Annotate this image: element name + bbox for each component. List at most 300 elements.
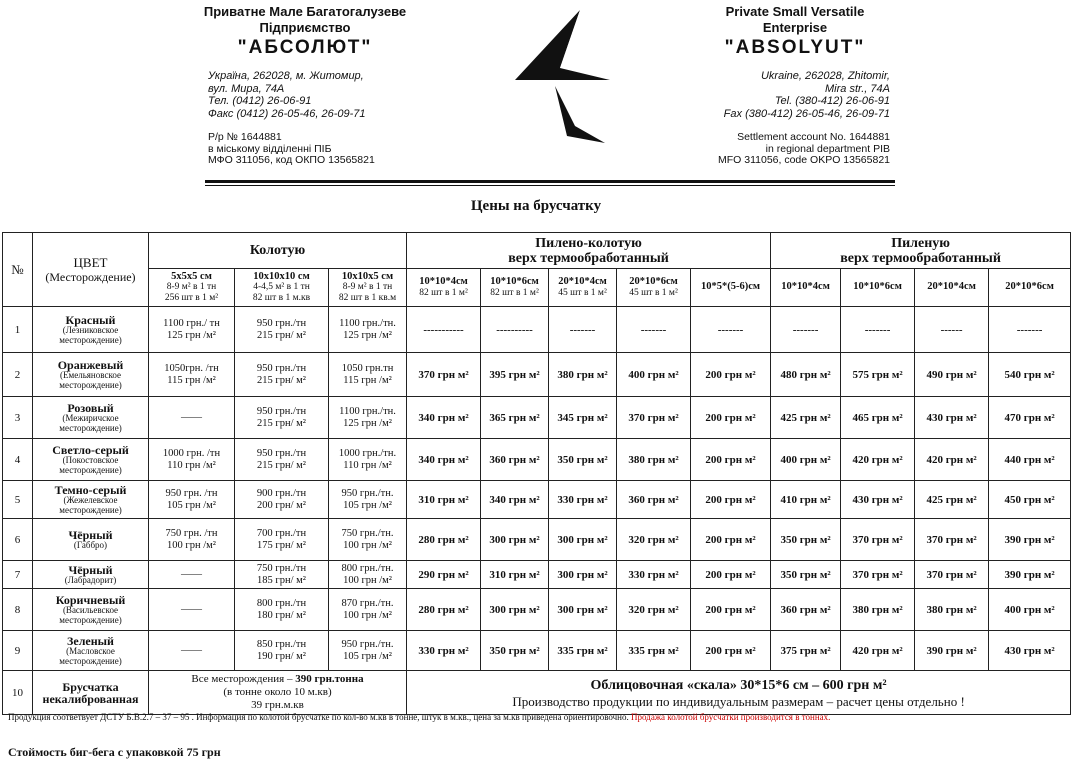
price-per-m2: 215 грн/ м² (257, 329, 306, 341)
sub-pilenu-size: 20*10*4см (927, 281, 976, 293)
price-value: 200 грн м² (705, 644, 756, 657)
pilenu-price-cell (989, 519, 1071, 561)
koloty-price-cell (235, 561, 329, 589)
ua-address-line: Тел. (0412) 26-06-91 (208, 95, 312, 107)
table-row (3, 397, 1071, 439)
pilenu-price-cell (841, 397, 915, 439)
price-per-ton: 1000 грн./тн. (338, 448, 397, 459)
ua-bank-line: Р/р № 1644881 (208, 131, 282, 143)
col-no-label: № (11, 261, 24, 277)
pilenu-price-cell (841, 307, 915, 353)
price-value: 330 грн м² (418, 644, 469, 657)
price-value: 490 грн м² (926, 368, 977, 381)
price-value: 390 грн м² (1004, 533, 1055, 546)
price-per-m2: 185 грн/ м² (257, 574, 306, 586)
price-value: ----------- (423, 323, 464, 336)
price-value: 370 грн м² (852, 568, 903, 581)
sub-pk-size: 20*10*4см (558, 276, 607, 287)
sub-pilenu-size: 20*10*6см (1005, 281, 1054, 293)
pilenu-price-cell (841, 589, 915, 631)
sub-pk-line1: 45 шт в 1 м² (558, 287, 607, 298)
sub-pk-size: 10*5*(5-6)см (701, 281, 761, 293)
price-value: 425 грн м² (926, 493, 977, 506)
price-value: 540 грн м² (1004, 368, 1055, 381)
color-cell (33, 397, 149, 439)
price-value: 200 грн м² (705, 603, 756, 616)
ua-address-line: Факс (0412) 26-05-46, 26-09-71 (208, 107, 366, 120)
koloty-price-cell (149, 519, 235, 561)
price-value: 390 грн м² (1004, 568, 1055, 581)
price-value: 380 грн м² (628, 453, 679, 466)
sub-pk-line1: 82 шт в 1 м² (419, 287, 468, 298)
en-name-line2: Enterprise (762, 20, 828, 35)
price-per-ton: 1100 грн./тн. (339, 406, 396, 417)
price-value: 350 грн м² (780, 568, 831, 581)
row-number-cell (3, 589, 33, 631)
koloty-price-cell (149, 481, 235, 519)
pilenu-price-cell (989, 481, 1071, 519)
custom-size-note: Производство продукции по индивидуальным размерам – расчет цены отдельно ! (512, 693, 965, 709)
price-value: 200 грн м² (705, 411, 756, 424)
pilenu-price-cell (841, 631, 915, 671)
price-per-ton: 1050грн. /тн (164, 363, 219, 374)
koloty-price-cell (329, 397, 407, 439)
price-value: 350 грн м² (557, 453, 608, 466)
price-value: ------- (640, 323, 667, 336)
footnote-red-text: Продажа колотой брусчатки производится в тоннах. (628, 712, 831, 722)
row-number-cell (3, 561, 33, 589)
price-value: 420 грн м² (852, 453, 903, 466)
pileno-koloty-price-cell (691, 353, 771, 397)
pileno-koloty-price-cell (407, 561, 481, 589)
row-number: 10 (12, 686, 23, 699)
koloty-price-cell (235, 307, 329, 353)
price-value: 335 грн м² (628, 644, 679, 657)
price-per-ton: 950 грн./тн (256, 363, 307, 374)
price-per-m2: 100 грн /м² (343, 609, 392, 621)
color-name: Зеленый (67, 634, 114, 648)
pileno-koloty-price-cell (481, 307, 549, 353)
sub-pilenu-header (915, 269, 989, 307)
pileno-koloty-price-cell (549, 519, 617, 561)
group-koloty-label: Колотую (249, 243, 306, 258)
deposit-name: (Покостовское месторождение) (59, 455, 122, 475)
sub-koloty-size: 5х5х5 см (171, 270, 212, 282)
ua-address-line: Україна, 262028, м. Житомир, (208, 70, 364, 82)
color-name: Оранжевый (57, 358, 124, 372)
ua-bank-line: МФО 311056, код ОКПО 13565821 (208, 154, 375, 166)
row-number-cell (3, 439, 33, 481)
group-pilenu-label: Пиленую (891, 235, 950, 251)
price-value: 360 грн м² (489, 453, 540, 466)
price-value: 300 грн м² (557, 533, 608, 546)
sub-pilenu-size: 10*10*4см (781, 281, 830, 293)
price-value: 420 грн м² (852, 644, 903, 657)
price-value: 380 грн м² (557, 368, 608, 381)
koloty-price-cell (329, 631, 407, 671)
pileno-koloty-price-cell (549, 481, 617, 519)
price-value: 395 грн м² (489, 368, 540, 381)
pileno-koloty-price-cell (617, 353, 691, 397)
pileno-koloty-price-cell (407, 481, 481, 519)
price-per-ton: 1050 грн.тн (341, 363, 394, 374)
sub-pilenu-size: 10*10*6см (853, 281, 902, 293)
price-per-ton: 950 грн./тн (256, 406, 307, 417)
color-cell (33, 519, 149, 561)
price-value: 350 грн м² (489, 644, 540, 657)
pileno-koloty-price-cell (481, 439, 549, 481)
col-color-header (33, 233, 149, 307)
row-number: 3 (14, 411, 21, 424)
koloty-price-cell (329, 519, 407, 561)
pilenu-price-cell (915, 307, 989, 353)
price-value: 340 грн м² (489, 493, 540, 506)
price-value: 360 грн м² (628, 493, 679, 506)
pileno-koloty-price-cell (481, 631, 549, 671)
col-color-label: ЦВЕТ (73, 255, 108, 270)
price-value: ------- (864, 323, 891, 336)
price-value: 200 грн м² (705, 533, 756, 546)
price-value: 440 грн м² (1004, 453, 1055, 466)
row-number: 1 (14, 323, 21, 336)
price-value: 360 грн м² (780, 603, 831, 616)
pileno-koloty-price-cell (481, 561, 549, 589)
group-pileno-koloty-label: Пилено-колотую (535, 235, 642, 251)
sub-pk-size: 10*10*4см (419, 276, 468, 287)
price-value: ------- (717, 323, 744, 336)
ua-name-line2: Підприємство (259, 20, 351, 35)
pileno-koloty-price-cell (617, 307, 691, 353)
price-per-ton: 1000 грн. /тн (162, 448, 221, 459)
price-value: 280 грн м² (418, 533, 469, 546)
price-per-ton: —— (181, 568, 202, 580)
pileno-koloty-price-cell (691, 519, 771, 561)
table-row (3, 631, 1071, 671)
price-value: 370 грн м² (628, 411, 679, 424)
pilenu-price-cell (771, 481, 841, 519)
row-number-cell (3, 631, 33, 671)
price-value: 200 грн м² (705, 568, 756, 581)
sub-koloty-line2: 82 шт в 1 кв.м (338, 292, 397, 303)
col-color-sublabel: (Месторождение) (45, 270, 136, 284)
price-per-ton: 750 грн./тн (256, 563, 307, 574)
koloty-all-line3: 39 грн.м.кв (251, 699, 304, 711)
price-per-ton: 950 грн./тн. (341, 639, 394, 650)
sub-pk-line1: 82 шт в 1 м² (490, 287, 539, 298)
ua-name-line1: Приватне Мале Багатогалузеве (203, 4, 407, 19)
header-rule-thin (205, 185, 895, 186)
pileno-koloty-price-cell (691, 397, 771, 439)
sub-pk-line1: 45 шт в 1 м² (629, 287, 678, 298)
pilenu-price-cell (841, 561, 915, 589)
pilenu-price-cell (989, 397, 1071, 439)
sub-koloty-line1: 4-4,5 м² в 1 тн (253, 282, 310, 293)
price-value: 320 грн м² (628, 533, 679, 546)
price-per-ton: 950 грн./тн (256, 448, 307, 459)
koloty-all-cell (149, 671, 407, 715)
table-body (3, 307, 1071, 715)
sub-koloty-line2: 256 шт в 1 м² (164, 292, 219, 303)
pileno-koloty-price-cell (549, 353, 617, 397)
price-per-ton: 700 грн./тн (256, 528, 307, 539)
table-row (3, 589, 1071, 631)
price-value: 420 грн м² (926, 453, 977, 466)
footnote (8, 712, 830, 722)
pileno-koloty-price-cell (549, 397, 617, 439)
price-value: 430 грн м² (852, 493, 903, 506)
price-per-m2: 215 грн/ м² (257, 459, 306, 471)
price-per-m2: 110 грн /м² (343, 459, 392, 471)
pilenu-price-cell (989, 353, 1071, 397)
price-per-m2: 215 грн/ м² (257, 374, 306, 386)
color-cell (33, 631, 149, 671)
sub-koloty-line1: 8-9 м² в 1 тн (342, 282, 393, 293)
pilenu-price-cell (841, 481, 915, 519)
color-name: Красный (65, 313, 116, 327)
price-per-m2: 110 грн /м² (167, 459, 216, 471)
price-per-ton: 900 грн./тн (256, 488, 307, 499)
group-pilenu-sublabel: верх термообработанный (840, 250, 1001, 266)
koloty-price-cell (235, 353, 329, 397)
ua-name-line3: "АБСОЛЮТ" (237, 37, 373, 58)
pilenu-price-cell (771, 397, 841, 439)
price-value: 370 грн м² (926, 533, 977, 546)
deposit-name: (Габбро) (73, 539, 108, 550)
color-name: Чёрный (68, 562, 113, 577)
sub-koloty-size: 10х10х10 см (253, 270, 310, 282)
pileno-koloty-price-cell (691, 481, 771, 519)
color-cell (33, 561, 149, 589)
price-value: ---------- (496, 323, 533, 336)
price-value: 300 грн м² (489, 603, 540, 616)
koloty-price-cell (329, 307, 407, 353)
sub-koloty-line1: 8-9 м² в 1 тн (166, 282, 217, 293)
sub-pilenu-header (771, 269, 841, 307)
price-per-m2: 115 грн /м² (343, 374, 392, 386)
price-per-m2: 100 грн /м² (343, 539, 392, 551)
deposit-name: (Жежелевское месторождение) (59, 495, 122, 515)
color-cell (33, 671, 149, 715)
pilenu-price-cell (989, 439, 1071, 481)
pilenu-price-cell (771, 519, 841, 561)
row-number-cell (3, 353, 33, 397)
pileno-koloty-price-cell (481, 519, 549, 561)
table-row (3, 307, 1071, 353)
pilenu-price-cell (771, 561, 841, 589)
pileno-koloty-price-cell (549, 439, 617, 481)
pileno-koloty-price-cell (691, 439, 771, 481)
sub-pileno-koloty-header (691, 269, 771, 307)
pileno-koloty-price-cell (617, 561, 691, 589)
koloty-price-cell (329, 481, 407, 519)
en-bank (640, 132, 890, 167)
price-per-m2: 125 грн /м² (343, 417, 392, 429)
deposit-name: (Емельяновское месторождение) (59, 370, 122, 390)
pileno-koloty-price-cell (617, 439, 691, 481)
price-per-m2: 105 грн /м² (343, 650, 392, 662)
en-name-line1: Private Small Versatile (725, 4, 865, 19)
price-value: ------- (1016, 323, 1043, 336)
price-value: 300 грн м² (489, 533, 540, 546)
koloty-price-cell (329, 439, 407, 481)
en-company-name (690, 4, 900, 60)
pileno-koloty-price-cell (617, 397, 691, 439)
price-per-ton: —— (181, 411, 202, 423)
koloty-all-price: 390 грн.тонна (295, 673, 364, 685)
table-row (3, 353, 1071, 397)
en-address-line: Mira str., 74A (825, 82, 890, 95)
header-rule (205, 180, 895, 183)
price-value: 370 грн м² (418, 368, 469, 381)
price-value: 450 грн м² (1004, 493, 1055, 506)
group-pileno-koloty-sublabel: верх термообработанный (508, 250, 669, 266)
row-number: 6 (14, 533, 21, 546)
pileno-koloty-price-cell (549, 561, 617, 589)
pileno-koloty-price-cell (407, 631, 481, 671)
row-number: 9 (14, 644, 21, 657)
pilenu-price-cell (771, 353, 841, 397)
koloty-price-cell (149, 439, 235, 481)
sub-pileno-koloty-header (481, 269, 549, 307)
koloty-price-cell (235, 519, 329, 561)
sub-koloty-header (235, 269, 329, 307)
price-per-m2: 125 грн /м² (343, 329, 392, 341)
pilenu-price-cell (915, 353, 989, 397)
price-per-ton: 950 грн./тн. (341, 488, 394, 499)
footnote-text: Продукция соответвует ДСТУ Б.В.2.7 – 37 – 95 . Информация по колотой брусчатке по кол-во м.кв в тонне, штук в м.кв., цена за м.кв приведена ориентировочно. (8, 712, 629, 722)
koloty-price-cell (149, 561, 235, 589)
price-value: 465 грн м² (852, 411, 903, 424)
price-value: 365 грн м² (489, 411, 540, 424)
pileno-koloty-price-cell (407, 353, 481, 397)
row-number: 2 (14, 368, 21, 381)
price-value: 340 грн м² (418, 411, 469, 424)
price-per-ton: 1100 грн./тн. (339, 318, 396, 329)
pileno-koloty-price-cell (549, 589, 617, 631)
price-value: 425 грн м² (780, 411, 831, 424)
pileno-koloty-price-cell (407, 307, 481, 353)
price-value: 380 грн м² (926, 603, 977, 616)
price-value: 370 грн м² (852, 533, 903, 546)
en-address-line: Fax (380-412) 26-05-46, 26-09-71 (723, 107, 890, 120)
koloty-price-cell (329, 589, 407, 631)
pilenu-price-cell (989, 307, 1071, 353)
pileno-koloty-price-cell (549, 307, 617, 353)
pileno-koloty-price-cell (481, 481, 549, 519)
ua-bank-line: в міському відділенні ПІБ (208, 142, 332, 155)
price-per-ton: —— (181, 603, 202, 615)
row-number-cell (3, 397, 33, 439)
en-bank-line: Settlement account No. 1644881 (737, 131, 890, 143)
price-per-ton: 750 грн./тн. (341, 528, 394, 539)
row-number: 7 (14, 568, 21, 581)
price-per-m2: 190 грн/ м² (257, 650, 306, 662)
table-row (3, 481, 1071, 519)
price-per-ton: 850 грн./тн (256, 639, 307, 650)
price-per-ton: 870 грн./тн. (341, 598, 394, 609)
pilenu-price-cell (989, 561, 1071, 589)
en-bank-line: MFO 311056, code OKPO 13565821 (718, 154, 890, 166)
sub-pileno-koloty-header (407, 269, 481, 307)
pileno-koloty-price-cell (407, 439, 481, 481)
subheader-row (3, 269, 1071, 307)
table-row (3, 561, 1071, 589)
price-per-ton: 800 грн./тн (256, 598, 307, 609)
koloty-all-prefix: Все месторождения – (191, 673, 296, 685)
price-per-m2: 125 грн /м² (167, 329, 216, 341)
sub-koloty-header (149, 269, 235, 307)
pilenu-price-cell (989, 631, 1071, 671)
ua-company-name (180, 4, 430, 60)
koloty-price-cell (235, 631, 329, 671)
color-name-2: некалиброванная (42, 691, 139, 706)
koloty-price-cell (149, 307, 235, 353)
color-cell (33, 353, 149, 397)
bigbag-price: Стоймость биг-бега с упаковкой 75 грн (8, 745, 221, 759)
sub-pileno-koloty-header (617, 269, 691, 307)
price-value: 400 грн м² (1004, 603, 1055, 616)
price-per-ton: —— (181, 644, 202, 656)
pileno-koloty-price-cell (691, 307, 771, 353)
pileno-koloty-price-cell (617, 589, 691, 631)
price-value: ------- (569, 323, 596, 336)
pilenu-price-cell (915, 439, 989, 481)
pileno-koloty-price-cell (407, 397, 481, 439)
koloty-all-line2: (в тонне около 10 м.кв) (223, 686, 332, 698)
price-value: 410 грн м² (780, 493, 831, 506)
pilenu-price-cell (841, 353, 915, 397)
color-cell (33, 481, 149, 519)
price-value: 330 грн м² (628, 568, 679, 581)
price-value: 330 грн м² (557, 493, 608, 506)
col-no-header (3, 233, 33, 307)
row-number: 5 (14, 493, 21, 506)
pileno-koloty-price-cell (617, 481, 691, 519)
pileno-koloty-price-cell (691, 631, 771, 671)
price-value: 200 грн м² (705, 368, 756, 381)
pileno-koloty-price-cell (407, 589, 481, 631)
en-address (640, 70, 890, 120)
price-per-ton: 950 грн. /тн (165, 488, 218, 499)
price-value: 370 грн м² (926, 568, 977, 581)
sub-pk-size: 20*10*6см (629, 276, 678, 287)
koloty-price-cell (235, 397, 329, 439)
group-koloty-header (149, 233, 407, 269)
sub-pilenu-header (989, 269, 1071, 307)
koloty-price-cell (329, 561, 407, 589)
deposit-name: (Васильевское месторождение) (59, 605, 122, 625)
en-name-line3: "ABSOLYUT" (724, 37, 866, 58)
price-value: 320 грн м² (628, 603, 679, 616)
row-number-cell (3, 671, 33, 715)
price-value: 310 грн м² (418, 493, 469, 506)
skala-price: Облицовочная «скала» 30*15*6 см – 600 грн м² (590, 677, 887, 693)
color-cell (33, 439, 149, 481)
row-number: 8 (14, 603, 21, 616)
price-per-m2: 175 грн/ м² (257, 539, 306, 551)
price-per-m2: 105 грн /м² (343, 499, 392, 511)
pilenu-price-cell (915, 519, 989, 561)
table-row (3, 519, 1071, 561)
deposit-name: (Масловское месторождение) (59, 646, 122, 666)
price-value: 400 грн м² (780, 453, 831, 466)
price-per-m2: 200 грн/ м² (257, 499, 306, 511)
price-value: 200 грн м² (705, 453, 756, 466)
en-address-line: Tel. (380-412) 26-06-91 (774, 95, 890, 107)
deposit-name: (Лабрадорит) (64, 574, 117, 585)
sub-koloty-header (329, 269, 407, 307)
pilenu-price-cell (915, 631, 989, 671)
